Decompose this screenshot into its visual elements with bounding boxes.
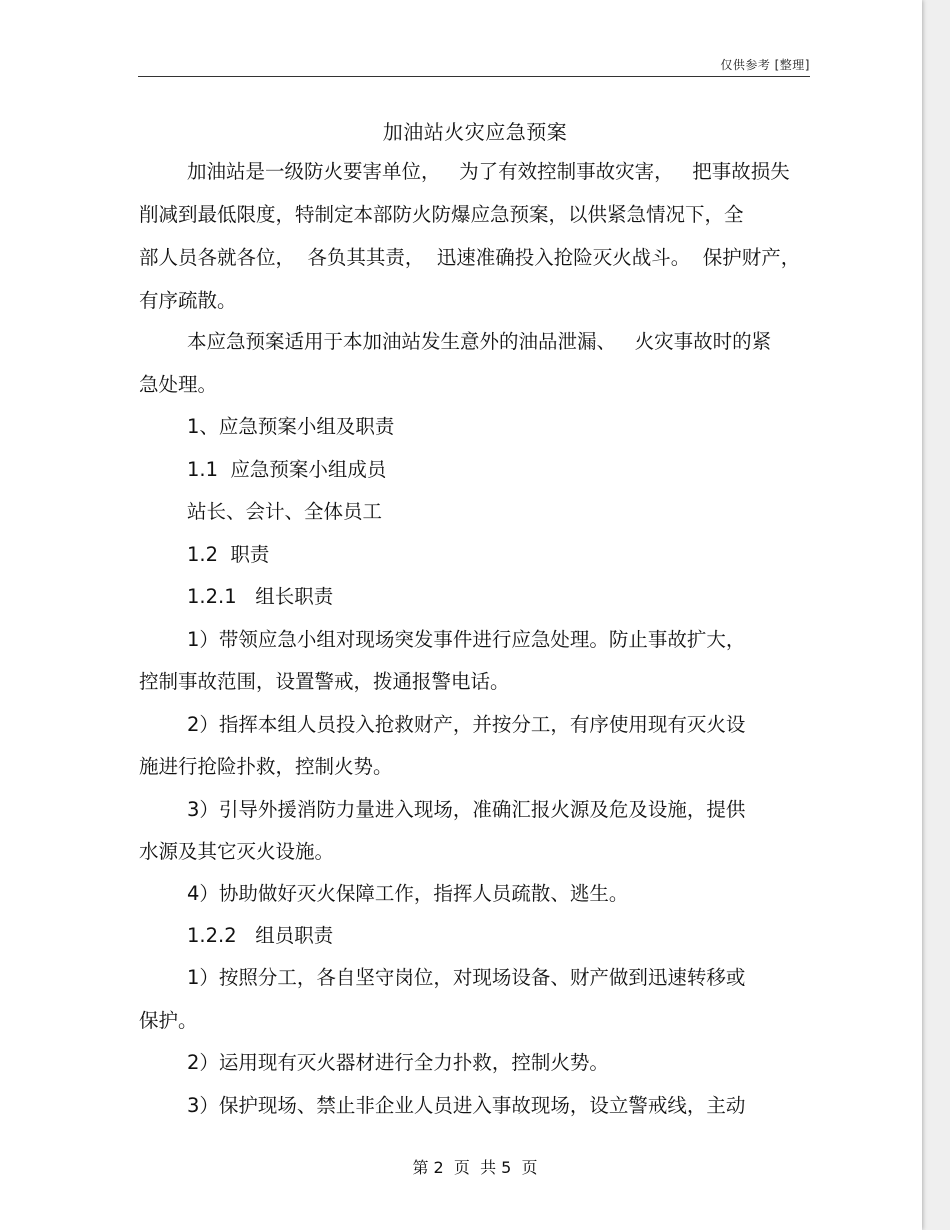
- list-item-line: 4）协助做好灭火保障工作，指挥人员疏散、逃生。: [187, 882, 629, 905]
- list-item-line: 控制事故范围，设置警戒，拨通报警电话。: [139, 670, 510, 693]
- paragraph-line: 加油站是一级防火要害单位， 为了有效控制事故灾害， 把事故损失: [187, 160, 790, 183]
- list-item-line: 3）引导外援消防力量进入现场，准确汇报火源及危及设施，提供: [187, 798, 746, 821]
- paragraph-line: 部人员各就各位， 各负其其责， 迅速准确投入抢险灭火战斗。 保护财产，: [139, 246, 801, 269]
- header-rule: [138, 76, 810, 77]
- paragraph-line: 站长、会计、全体员工: [187, 500, 383, 523]
- list-item-line: 保护。: [139, 1009, 198, 1032]
- section-heading: 1.1 应急预案小组成员: [187, 458, 387, 481]
- section-heading: 1.2.2 组员职责: [187, 924, 334, 947]
- document-title: 加油站火灾应急预案: [382, 120, 568, 144]
- list-item-line: 2）运用现有灭火器材进行全力扑救，控制火势。: [187, 1051, 609, 1074]
- paragraph-line: 有序疏散。: [139, 289, 237, 312]
- list-item-line: 1）带领应急小组对现场突发事件进行应急处理。防止事故扩大，: [187, 628, 746, 651]
- section-heading: 1.2 职责: [187, 543, 270, 566]
- paragraph-line: 急处理。: [139, 373, 218, 396]
- paragraph-line: 本应急预案适用于本加油站发生意外的油品泄漏、 火灾事故时的紧: [187, 330, 772, 353]
- section-heading: 1.2.1 组长职责: [187, 585, 334, 608]
- list-item-line: 2）指挥本组人员投入抢救财产，并按分工，有序使用现有灭火设: [187, 713, 746, 736]
- paragraph-line: 削减到最低限度，特制定本部防火防爆应急预案，以供紧急情况下，全: [139, 203, 744, 226]
- list-item-line: 水源及其它灭火设施。: [139, 840, 335, 863]
- header-note: 仅供参考 [整理]: [720, 58, 810, 72]
- list-item-line: 施进行抢险扑救，控制火势。: [139, 755, 393, 778]
- section-heading: 1、应急预案小组及职责: [187, 415, 395, 438]
- list-item-line: 3）保护现场、禁止非企业人员进入事故现场，设立警戒线，主动: [187, 1094, 746, 1117]
- page-number: 第 2 页 共 5 页: [412, 1158, 538, 1177]
- list-item-line: 1）按照分工，各自坚守岗位，对现场设备、财产做到迅速转移或: [187, 966, 746, 989]
